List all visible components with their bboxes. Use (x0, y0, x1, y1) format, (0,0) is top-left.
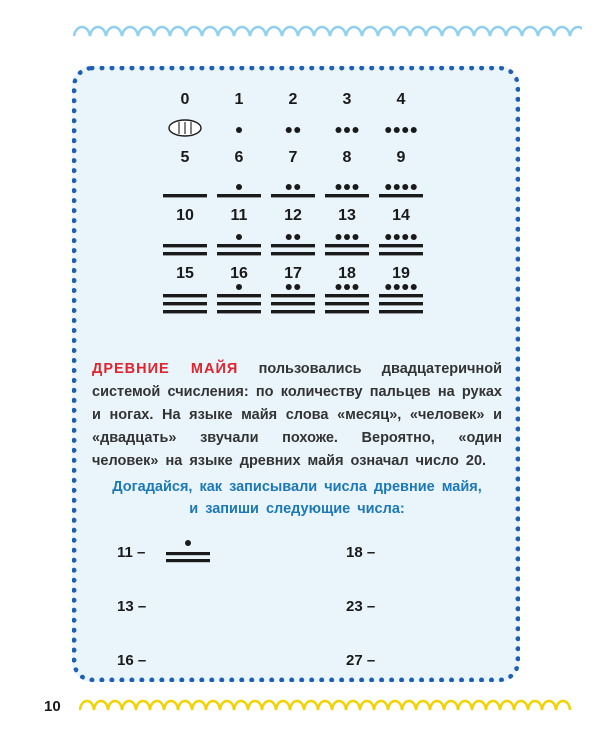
page-number: 10 (44, 698, 61, 715)
numeral-14-bar-2 (379, 252, 423, 255)
numeral-label-18: 18 (338, 265, 356, 282)
numeral-16-dot-1 (236, 284, 242, 290)
numeral-19-bar-1 (379, 294, 423, 297)
numeral-4-dot-2 (394, 127, 400, 133)
numeral-12-dot-2 (294, 234, 300, 240)
numeral-3-dot-2 (344, 127, 350, 133)
numeral-label-9: 9 (396, 149, 406, 166)
numeral-10-bar-2 (163, 252, 207, 255)
numeral-label-8: 8 (342, 149, 352, 166)
exercise-13: 13 – (117, 598, 147, 615)
numeral-2-dot-2 (294, 127, 300, 133)
task-instruction (92, 476, 502, 520)
numeral-16-bar-1 (217, 294, 261, 297)
numeral-3-dot-3 (353, 127, 359, 133)
numeral-label-7: 7 (288, 149, 298, 166)
numeral-8-dot-3 (353, 184, 359, 190)
numeral-11-bar-1 (217, 244, 261, 247)
numeral-9-dot-3 (402, 184, 408, 190)
numeral-label-6: 6 (234, 149, 244, 166)
example-answer-11 (162, 538, 214, 572)
numeral-18-dot-3 (353, 284, 359, 290)
numeral-8-bar-1 (325, 194, 369, 197)
numeral-19-dot-3 (402, 284, 408, 290)
task-line-2: и запиши следующие числа: (189, 501, 405, 517)
numeral-12-bar-2 (271, 252, 315, 255)
exercise-16: 16 – (117, 652, 147, 669)
numeral-10-bar-1 (163, 244, 207, 247)
numeral-label-4: 4 (396, 91, 406, 108)
bottom-wave-decoration (78, 694, 578, 724)
top-wave-decoration (72, 22, 582, 52)
numeral-18-dot-2 (344, 284, 350, 290)
numeral-18-bar-3 (325, 310, 369, 313)
numeral-8-dot-1 (336, 184, 342, 190)
numeral-label-1: 1 (234, 91, 244, 108)
numeral-12-dot-1 (286, 234, 292, 240)
task-line-1: Догадайся, как записывали числа древние майя, (112, 479, 482, 495)
numeral-19-dot-1 (385, 284, 391, 290)
numeral-11-dot-1 (236, 234, 242, 240)
numeral-19-bar-2 (379, 302, 423, 305)
numeral-6-bar-1 (217, 194, 261, 197)
numeral-label-13: 13 (338, 207, 356, 224)
numeral-19-bar-3 (379, 310, 423, 313)
numeral-4-dot-4 (411, 127, 417, 133)
exercise-18: 18 – (346, 544, 376, 561)
numeral-13-bar-2 (325, 252, 369, 255)
numeral-3-dot-1 (336, 127, 342, 133)
numeral-4-dot-3 (402, 127, 408, 133)
numeral-label-11: 11 (230, 207, 248, 224)
numeral-label-12: 12 (284, 207, 302, 224)
numeral-5-bar-1 (163, 194, 207, 197)
maya-description (92, 358, 502, 473)
numeral-label-17: 17 (284, 265, 302, 282)
exercise-23: 23 – (346, 598, 376, 615)
numeral-14-dot-3 (402, 234, 408, 240)
numeral-9-dot-1 (385, 184, 391, 190)
numeral-9-bar-1 (379, 194, 423, 197)
numeral-2-dot-1 (286, 127, 292, 133)
numeral-6-dot-1 (236, 184, 242, 190)
maya-body: пользовались двадцатеричной системой счисления: по количеству пальцев на руках и ногах. На языке майя слова «месяц», «человек» и «двадцать» звучали похоже. Вероятно, «один человек» на языке древних майя означал число 20. (92, 361, 503, 469)
exercise-27: 27 – (346, 652, 376, 669)
numeral-label-14: 14 (392, 207, 410, 224)
numeral-1-dot-1 (236, 127, 242, 133)
numeral-label-5: 5 (180, 149, 190, 166)
numeral-label-3: 3 (342, 91, 352, 108)
numeral-15-bar-3 (163, 310, 207, 313)
numeral-18-bar-2 (325, 302, 369, 305)
numeral-18-bar-1 (325, 294, 369, 297)
numeral-4-dot-1 (385, 127, 391, 133)
numeral-14-dot-1 (385, 234, 391, 240)
numeral-16-bar-2 (217, 302, 261, 305)
maya-numerals-table (160, 88, 440, 328)
numeral-label-16: 16 (230, 265, 248, 282)
numeral-14-dot-2 (394, 234, 400, 240)
numeral-18-dot-1 (336, 284, 342, 290)
numeral-19-dot-4 (411, 284, 417, 290)
numeral-8-dot-2 (344, 184, 350, 190)
numeral-19-dot-2 (394, 284, 400, 290)
numeral-17-bar-2 (271, 302, 315, 305)
numeral-17-dot-2 (294, 284, 300, 290)
numeral-17-dot-1 (286, 284, 292, 290)
numeral-15-bar-1 (163, 294, 207, 297)
numeral-15-bar-2 (163, 302, 207, 305)
numeral-label-15: 15 (176, 265, 194, 282)
numeral-label-19: 19 (392, 265, 410, 282)
numeral-11-bar-2 (217, 252, 261, 255)
numeral-13-bar-1 (325, 244, 369, 247)
numeral-16-bar-3 (217, 310, 261, 313)
numeral-label-10: 10 (176, 207, 194, 224)
numeral-7-dot-1 (286, 184, 292, 190)
numeral-13-dot-3 (353, 234, 359, 240)
numeral-7-dot-2 (294, 184, 300, 190)
exercise-11: 11 – (117, 544, 146, 561)
numeral-17-bar-1 (271, 294, 315, 297)
numeral-9-dot-2 (394, 184, 400, 190)
numeral-13-dot-1 (336, 234, 342, 240)
numeral-7-bar-1 (271, 194, 315, 197)
numeral-14-bar-1 (379, 244, 423, 247)
numeral-13-dot-2 (344, 234, 350, 240)
maya-lead: ДРЕВНИЕ МАЙЯ (92, 361, 239, 377)
numeral-label-0: 0 (180, 91, 190, 108)
numeral-label-2: 2 (288, 91, 298, 108)
numeral-14-dot-4 (411, 234, 417, 240)
numeral-17-bar-3 (271, 310, 315, 313)
numeral-9-dot-4 (411, 184, 417, 190)
numeral-12-bar-1 (271, 244, 315, 247)
